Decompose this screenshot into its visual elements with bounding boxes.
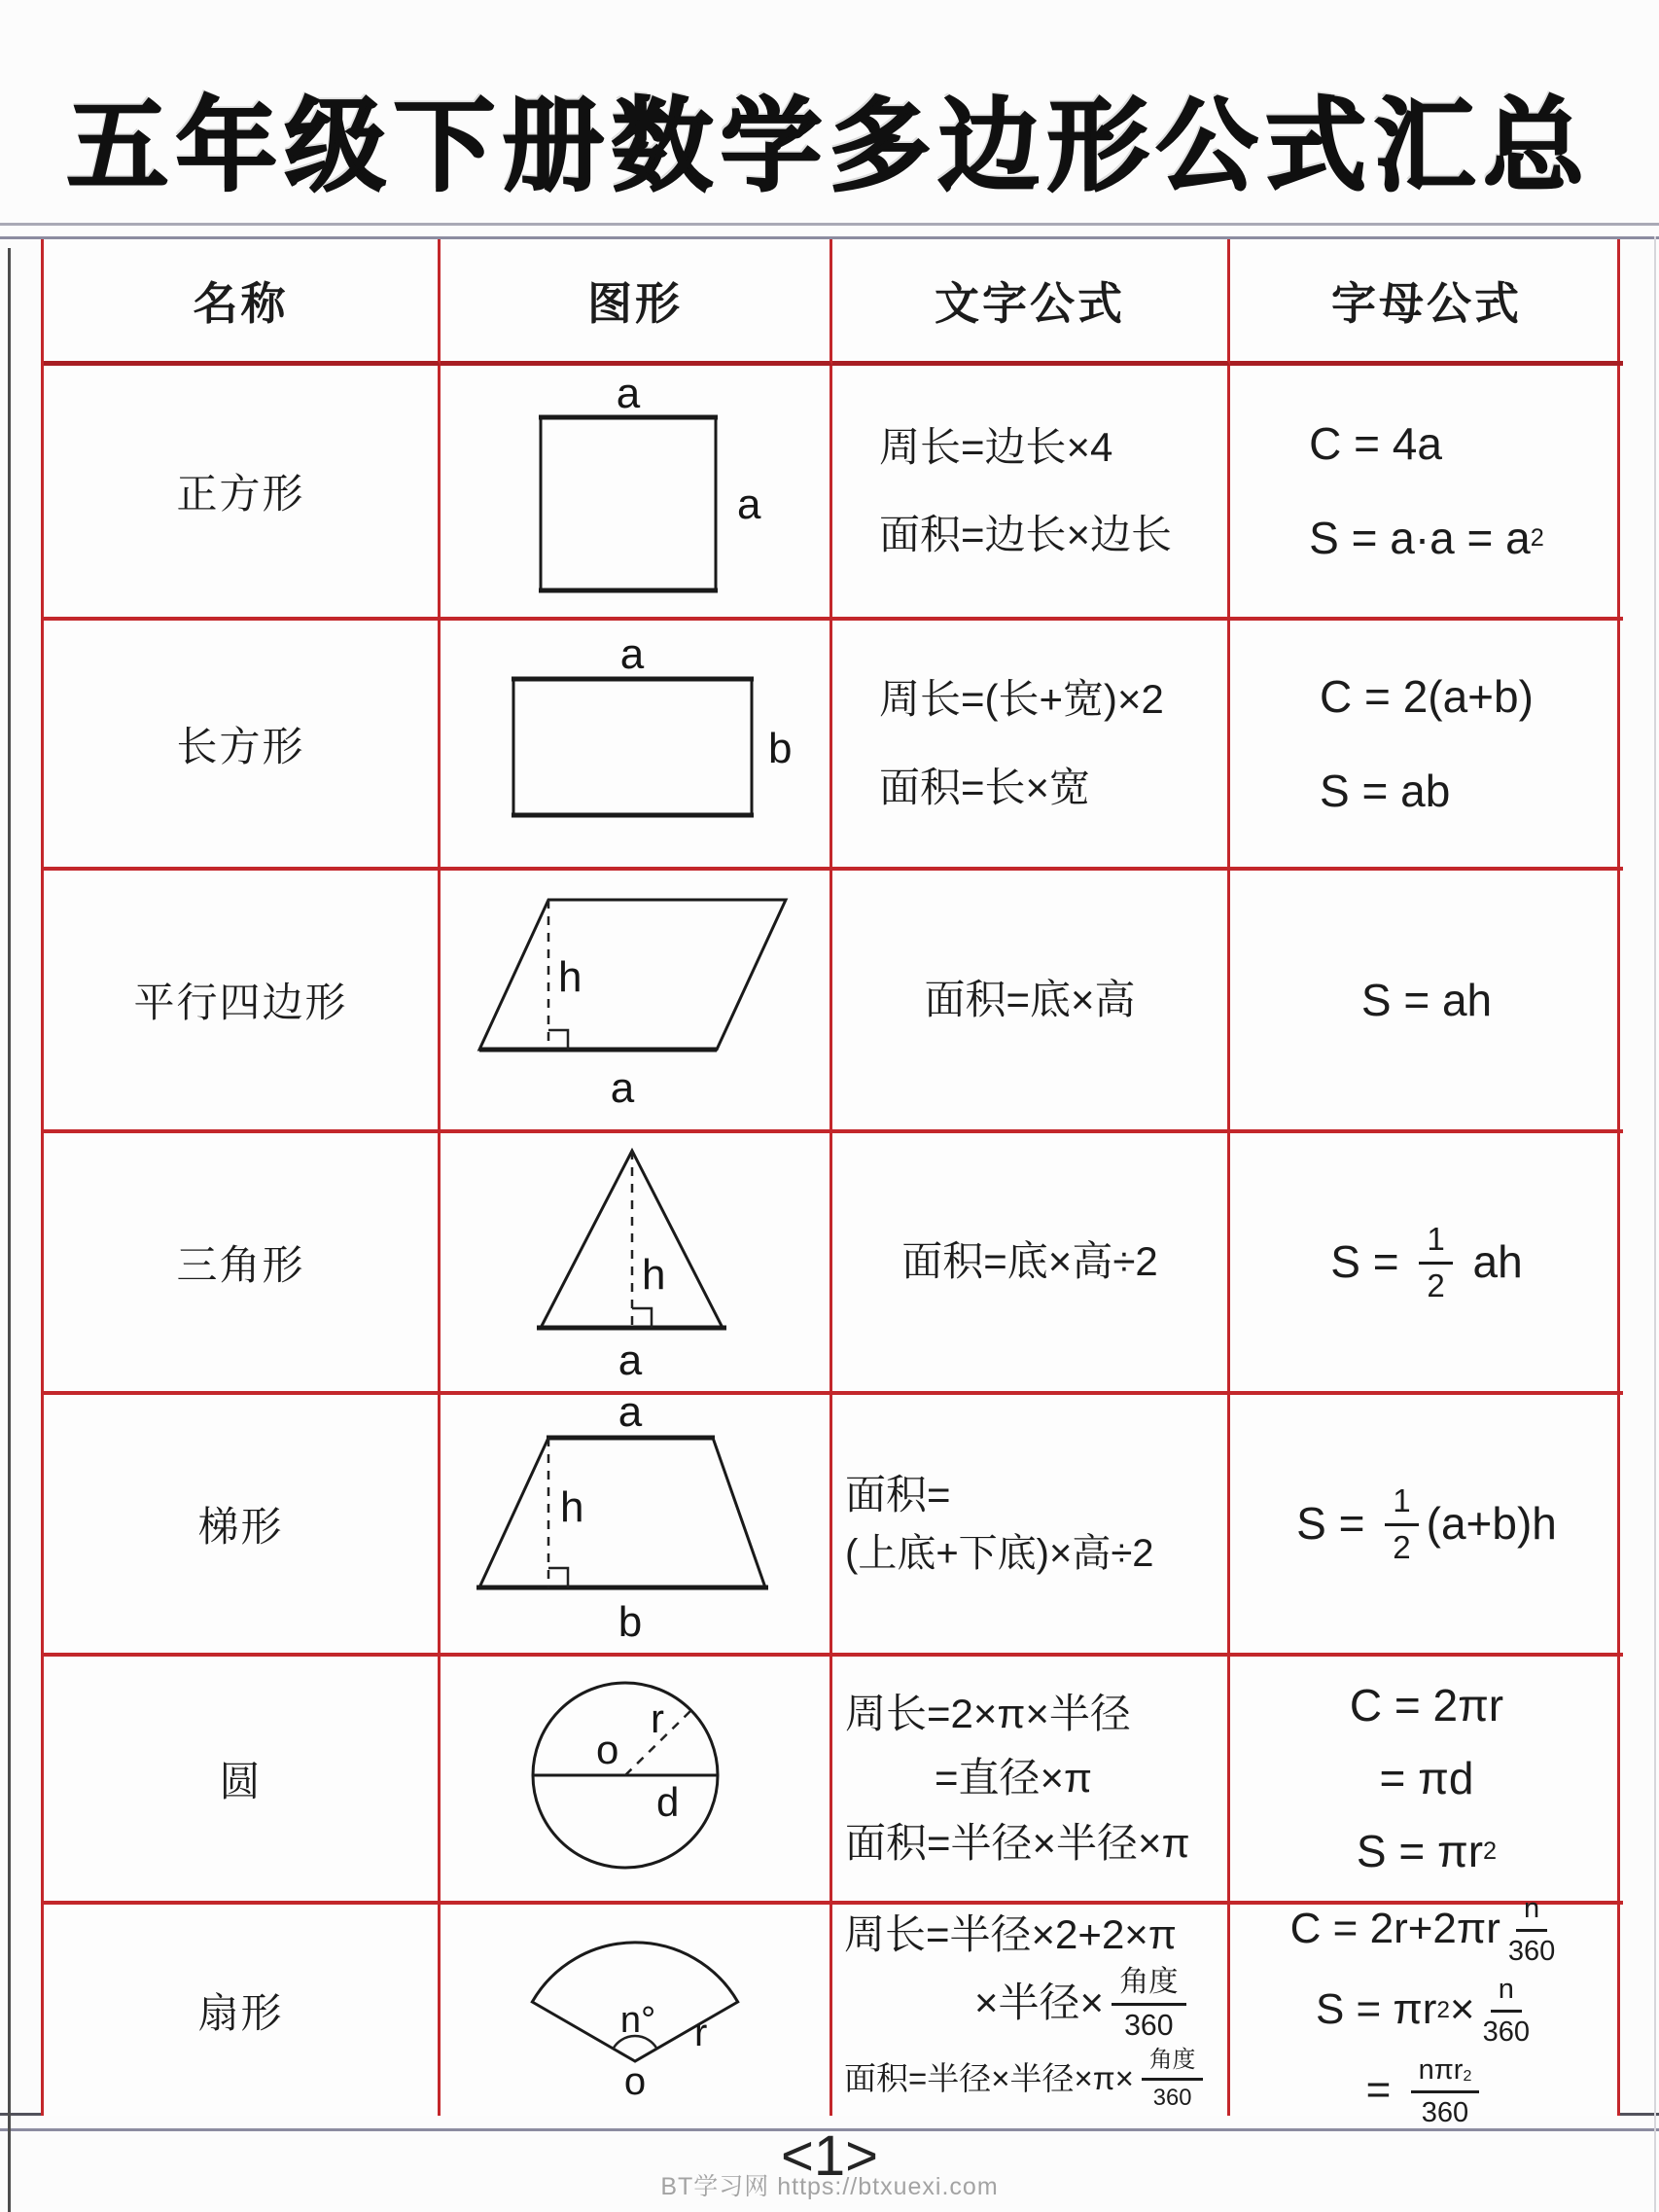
header-figure-label: 图形 xyxy=(587,277,683,329)
formula-line: S = ab xyxy=(1320,765,1451,816)
superscript: 2 xyxy=(1436,1996,1450,2023)
formula-line: ah xyxy=(1460,1236,1523,1288)
fraction xyxy=(1411,2054,1480,2127)
rectangle-figure xyxy=(475,636,795,852)
parallelogram-height-label: h xyxy=(558,952,582,1001)
fraction-denominator: 2 xyxy=(1393,1530,1411,1566)
formula-line: C = 4a xyxy=(1309,418,1442,470)
shape-name: 圆 xyxy=(219,1758,263,1804)
formula-line: (上底+下底)×高÷2 xyxy=(845,1531,1154,1575)
formula-line: 面积=边长×边长 xyxy=(879,512,1173,557)
trapezoid-figure xyxy=(475,1403,795,1646)
page-title: 五年级下册数学多边形公式汇总 xyxy=(66,90,1592,203)
shape-name: 梯形 xyxy=(197,1503,284,1550)
parallelogram-base-label: a xyxy=(610,1063,635,1112)
circle-figure xyxy=(516,1668,755,1890)
row-parallelogram-figure xyxy=(441,871,832,1133)
fraction-numerator: 角度 xyxy=(1112,1966,1185,2006)
formula-line: C = 2πr xyxy=(1349,1680,1504,1731)
fraction-denominator: 360 xyxy=(1421,2097,1469,2129)
formula-line: S = ah xyxy=(1360,974,1493,1025)
fraction xyxy=(1483,1974,1530,2047)
fraction-denominator: 360 xyxy=(1507,1935,1556,1967)
row-triangle-text-formula xyxy=(832,1133,1230,1395)
right-edge-line xyxy=(1654,236,1656,2212)
row-rectangle-name xyxy=(44,621,441,871)
fraction-numerator: n xyxy=(1516,1893,1547,1932)
row-square-letter-formula xyxy=(1230,366,1623,621)
header-name xyxy=(44,239,441,366)
row-circle-name xyxy=(44,1657,441,1905)
trapezoid-height-label: h xyxy=(560,1482,584,1531)
trapezoid-top-label: a xyxy=(618,1402,643,1436)
fraction-denominator: 2 xyxy=(1427,1268,1445,1304)
formula-line: 面积=底×高 xyxy=(924,976,1136,1022)
formula-line: nπr xyxy=(1418,2054,1464,2087)
triangle-height-label: h xyxy=(642,1250,666,1299)
fraction xyxy=(1142,2047,1204,2110)
triangle-figure xyxy=(513,1141,757,1384)
formula-line: C = 2r+2πr xyxy=(1289,1905,1500,1953)
circle-radius-label: r xyxy=(650,1695,664,1741)
fraction xyxy=(1385,1483,1418,1564)
fraction-numerator xyxy=(1411,2054,1480,2093)
formula-line: 面积= xyxy=(845,1472,951,1518)
row-rectangle-letter-formula xyxy=(1230,621,1623,871)
row-trapezoid-text-formula xyxy=(832,1395,1230,1657)
fraction-denominator: 360 xyxy=(1152,2084,1192,2111)
shape-name: 平行四边形 xyxy=(133,980,348,1025)
triangle-base-label: a xyxy=(618,1336,643,1384)
row-parallelogram-text-formula xyxy=(832,871,1230,1133)
fraction xyxy=(1419,1222,1452,1302)
row-square-name xyxy=(44,366,441,621)
formula-line: × xyxy=(1449,1985,1475,2034)
formula-line: 周长=边长×4 xyxy=(879,423,1113,470)
rectangle-side-label-right: b xyxy=(768,724,793,772)
shape-name: 扇形 xyxy=(197,1989,284,2036)
shape-name: 三角形 xyxy=(176,1241,305,1288)
sector-vertex-label: o xyxy=(623,2059,647,2098)
left-edge-line xyxy=(8,248,11,2212)
row-circle-letter-formula xyxy=(1230,1657,1623,1905)
fraction-numerator: n xyxy=(1491,1974,1522,2013)
formula-line: 面积=半径×半径×π× xyxy=(844,2059,1134,2096)
fraction-denominator: 360 xyxy=(1482,2016,1531,2048)
square-side-label-right: a xyxy=(737,481,761,528)
shape-name: 长方形 xyxy=(176,723,305,769)
page-number: <1> xyxy=(781,2124,878,2188)
formula-line: 面积=半径×半径×π xyxy=(845,1819,1190,1866)
site-watermark: BT学习网 https://btxuexi.com xyxy=(660,2173,999,2200)
row-triangle-letter-formula xyxy=(1230,1133,1623,1395)
header-text-formula-label: 文字公式 xyxy=(935,277,1125,329)
formula-table xyxy=(41,239,1620,2129)
formula-line: 周长=(长+宽)×2 xyxy=(879,676,1164,723)
formula-line: = πd xyxy=(1379,1753,1474,1804)
header-letter-formula xyxy=(1230,239,1623,366)
fraction-numerator: 1 xyxy=(1385,1483,1418,1526)
fraction-numerator: 角度 xyxy=(1142,2047,1204,2081)
shape-name: 正方形 xyxy=(176,471,305,517)
circle-center-label: o xyxy=(595,1726,618,1772)
square-figure xyxy=(494,373,776,610)
sector-angle-label: n° xyxy=(619,1999,656,2041)
header-figure xyxy=(441,239,832,366)
formula-line: S = xyxy=(1296,1498,1378,1550)
fraction xyxy=(1112,1966,1185,2041)
header-name-label: 名称 xyxy=(193,277,289,329)
rectangle-side-label-top: a xyxy=(619,635,645,678)
square-side-label-top: a xyxy=(616,373,641,417)
superscript: 2 xyxy=(1530,523,1544,552)
row-trapezoid-name xyxy=(44,1395,441,1657)
formula-line: S = πr xyxy=(1356,1825,1484,1876)
formula-line: =直径×π xyxy=(935,1755,1093,1802)
row-sector-name xyxy=(44,1905,441,2116)
formula-line: C = 2(a+b) xyxy=(1320,670,1534,722)
fraction-numerator: 1 xyxy=(1419,1222,1452,1265)
header-letter-formula-label: 字母公式 xyxy=(1331,277,1522,329)
row-trapezoid-letter-formula xyxy=(1230,1395,1623,1657)
trapezoid-base-label: b xyxy=(618,1597,643,1646)
sector-radius-label: r xyxy=(694,2011,708,2054)
header-text-formula xyxy=(832,239,1230,366)
formula-line: 周长=2×π×半径 xyxy=(845,1690,1131,1736)
parallelogram-figure xyxy=(475,886,795,1115)
superscript: 2 xyxy=(1463,2068,1472,2086)
formula-line: S = xyxy=(1330,1236,1412,1288)
fraction xyxy=(1508,1893,1555,1966)
top-rule-upper xyxy=(0,223,1659,226)
sector-figure xyxy=(504,1923,766,2098)
row-sector-figure xyxy=(441,1905,832,2116)
row-triangle-figure xyxy=(441,1133,832,1395)
formula-line: = xyxy=(1365,2066,1403,2115)
row-trapezoid-figure xyxy=(441,1395,832,1657)
row-triangle-name xyxy=(44,1133,441,1395)
row-square-text-formula xyxy=(832,366,1230,621)
formula-line: 面积=长×宽 xyxy=(879,764,1091,810)
formula-line: ×半径× xyxy=(974,1980,1105,2026)
formula-line: S = πr xyxy=(1315,1985,1437,2034)
row-sector-letter-formula xyxy=(1230,1892,1623,2129)
row-square-figure xyxy=(441,366,832,621)
row-rectangle-figure xyxy=(441,621,832,871)
fraction-denominator: 360 xyxy=(1124,2009,1174,2042)
formula-line: (a+b)h xyxy=(1426,1498,1557,1550)
formula-line: 面积=底×高÷2 xyxy=(901,1238,1158,1285)
superscript: 2 xyxy=(1483,1837,1498,1865)
formula-line: S = a·a = a xyxy=(1309,513,1531,563)
row-parallelogram-letter-formula xyxy=(1230,871,1623,1133)
circle-diameter-label: d xyxy=(655,1778,679,1825)
row-parallelogram-name xyxy=(44,871,441,1133)
formula-line: 周长=半径×2+2×π xyxy=(844,1911,1177,1958)
row-circle-text-formula xyxy=(832,1657,1230,1905)
row-sector-text-formula xyxy=(832,1905,1230,2116)
row-circle-figure xyxy=(441,1657,832,1905)
row-rectangle-text-formula xyxy=(832,621,1230,871)
